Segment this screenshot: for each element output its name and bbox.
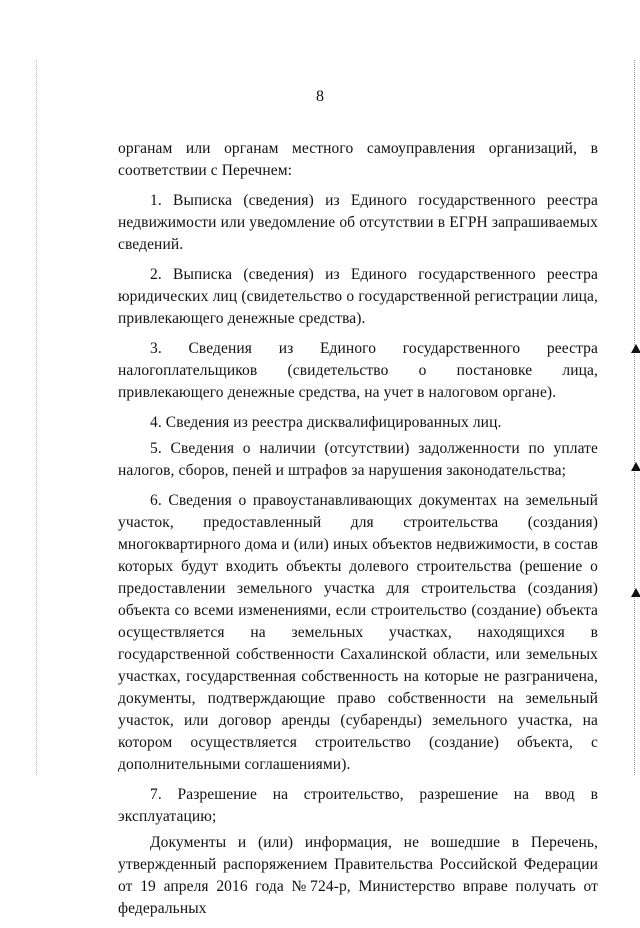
- list-item-6: 6. Сведения о правоустанавливающих документах на земельный участок, предоставленный для строительства (создания) многоквартирного дома и (или) иных объектов недвижимости, в состав которых будут входить объекты долевого строительства (решение о предоставлении земельного участка для строительства (создания) объекта со всеми изменениями, если строительство (создание) объекта осуществляется на земельных участках, находящихся в государственной собственности Сахалинской области, или земельных участках, государственная собственность на которые не разграничена, документы, подтверждающие право собственности на земельный участок, или договор аренды (субаренды) земельного участка, на котором осуществляется строительство (создание) объекта, с дополнительными соглашениями).: [118, 492, 598, 773]
- list-item-4: 4. Сведения из реестра дисквалифицированных лиц.: [150, 414, 502, 431]
- scan-edge-left: [36, 60, 38, 775]
- list-item-2: 2. Выписка (сведения) из Единого государственного реестра юридических лиц (свидетельство о государственной регистрации лица, привлекающего денежные средства).: [118, 266, 598, 327]
- list-item-7: 7. Разрешение на строительство, разрешение на ввод в эксплуатацию;: [118, 786, 598, 825]
- list-item-3: 3. Сведения из Единого государственного реестра налогоплательщиков (свидетельство о постановке лица, привлекающего денежные средства, на учет в налоговом органе).: [118, 340, 598, 401]
- document-body: [118, 138, 598, 928]
- paragraph-closing: Документы и (или) информация, не вошедшие в Перечень, утвержденный распоряжением Правительства Российской Федерации от 19 апреля 2016 года №724-р, Министерство вправе получать от федеральных: [118, 834, 598, 917]
- scan-marker-triangle: [631, 588, 640, 597]
- scan-marker-triangle: [631, 462, 640, 471]
- paragraph-intro: органам или органам местного самоуправления организаций, в соответствии с Перечнем:: [118, 140, 598, 179]
- page-number: 8: [316, 88, 324, 105]
- scan-edge-right: [634, 60, 636, 775]
- list-item-5: 5. Сведения о наличии (отсутствии) задолженности по уплате налогов, сборов, пеней и штрафов за нарушения законодательства;: [118, 440, 598, 479]
- list-item-1: 1. Выписка (сведения) из Единого государственного реестра недвижимости или уведомление об отсутствии в ЕГРН запрашиваемых сведений.: [118, 192, 598, 253]
- scan-marker-triangle: [631, 344, 640, 353]
